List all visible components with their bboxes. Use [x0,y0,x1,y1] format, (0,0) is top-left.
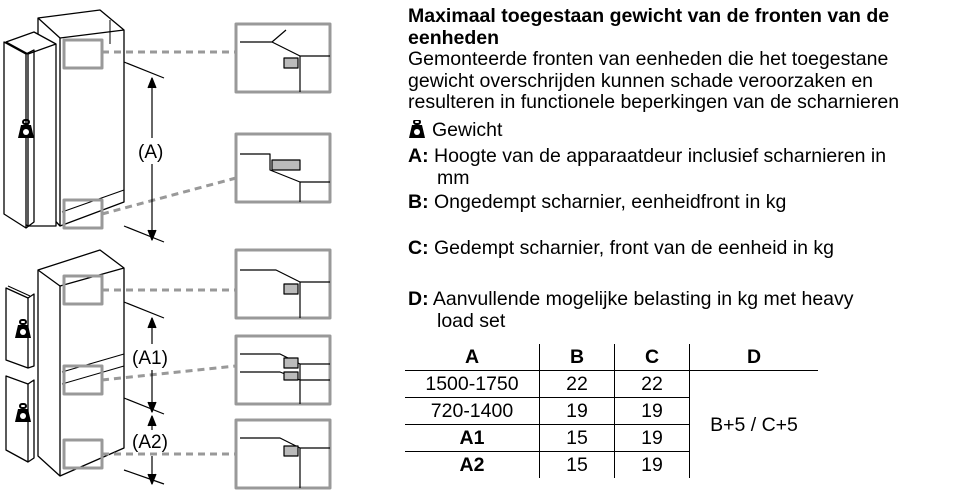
label-a1: (A1) [132,348,168,369]
table-header-row: A B C D [405,344,818,371]
label-a2: (A2) [132,432,168,453]
weight-icon [408,120,426,138]
hinge-illustration [0,0,400,496]
detail-box-5 [236,420,330,488]
intro-text: Gemonteerde fronten van eenheden die het toegestane gewicht overschrijden kunnen schade veroorzaken en resulteren in functionele beperkingen van de scharnieren [408,48,900,113]
legend-a: A: Hoogte van de apparaatdeur inclusief scharnieren in mm [408,145,887,189]
detail-box-1 [236,24,330,92]
table-row: A2 15 19 [405,452,818,479]
weight-table [405,344,818,478]
legend-b: B: Ongedempt scharnier, eenheidfront in kg [408,191,787,213]
table-row: 1500-1750 22 22 B+5 / C+5 [405,371,818,398]
legend-weight: Gewicht [408,120,502,142]
label-a: (A) [138,142,164,163]
legend-c: C: Gedempt scharnier, front van de eenheid in kg [408,237,834,259]
detail-box-3 [236,250,330,318]
page-title: Maximaal toegestaan gewicht van de fronten van de eenheden [408,5,890,49]
table-row: A1 15 19 [405,425,818,452]
legend-d: D: Aanvullende mogelijke belasting in kg met heavy load set [408,288,854,332]
d-value-cell: B+5 / C+5 [690,371,819,479]
detail-box-4 [236,336,330,404]
table-row: 720-1400 19 19 [405,398,818,425]
